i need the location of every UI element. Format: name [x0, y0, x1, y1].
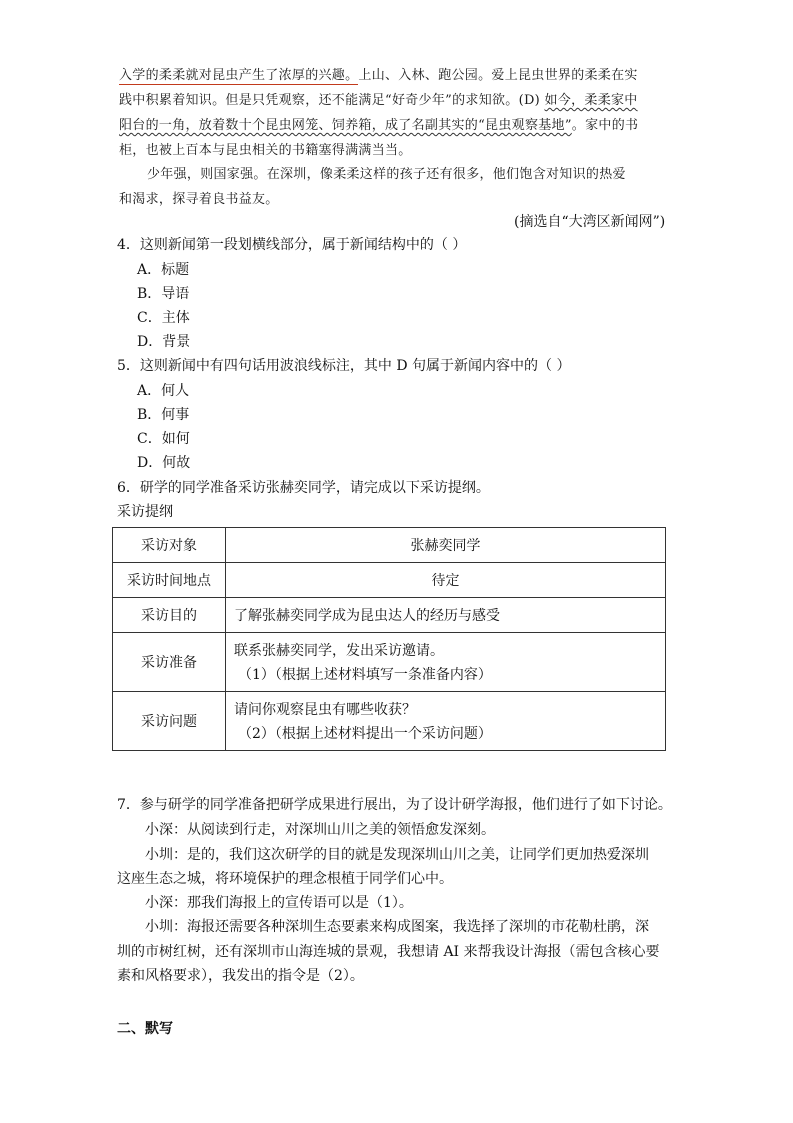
article-source: (摘选自“大湾区新闻网”) — [514, 214, 666, 230]
article-line-2: 践中积累着知识。但是只凭观察，还不能满足“好奇少年”的求知欲。(D) 如今，柔柔家中 — [119, 93, 638, 108]
row-key: 采访准备 — [113, 633, 226, 692]
dialogue-line: 素和风格要求），我发出的指令是（2）。 — [117, 968, 364, 984]
table-row — [113, 528, 666, 563]
table-row — [113, 633, 666, 692]
article-p2-line-1: 少年强，则国家强。在深圳，像柔柔这样的孩子还有很多，他们饱含对知识的热爱 — [147, 167, 626, 182]
q4-stem: 4．这则新闻第一段划横线部分，属于新闻结构中的（ ） — [117, 237, 467, 253]
row-value: 张赫奕同学 — [226, 528, 666, 563]
row-key: 采访目的 — [113, 598, 226, 633]
underlined-sentence: 入学的柔柔就对昆虫产生了浓厚的兴趣。 — [119, 68, 359, 83]
row-value: 联系张赫奕同学，发出采访邀请。 — [234, 643, 444, 659]
dialogue-line: 小深：从阅读到行走，对深圳山川之美的领悟愈发深刻。 — [145, 822, 495, 838]
q4-option-c[interactable]: C．主体 — [137, 310, 190, 326]
table-row — [113, 563, 666, 598]
q5-option-c[interactable]: C．如何 — [137, 431, 190, 447]
dialogue-line: 小深：那我们海报上的宣传语可以是（1）。 — [145, 895, 413, 911]
q7-stem: 7．参与研学的同学准备把研学成果进行展出，为了设计研学海报，他们进行了如下讨论。 — [117, 797, 672, 813]
dialogue-line: 小圳：海报还需要各种深圳生态要素来构成图案，我选择了深圳的市花勒杜鹃，深 — [145, 919, 649, 935]
interview-outline-table — [112, 527, 666, 751]
q5-option-d[interactable]: D．何故 — [137, 455, 191, 471]
table-row — [113, 598, 666, 633]
row-value: 请问你观察昆虫有哪些收获？ — [234, 702, 416, 718]
q6-stem: 6．研学的同学准备采访张赫奕同学，请完成以下采访提纲。 — [117, 480, 490, 496]
section-title: 二、默写 — [117, 1021, 173, 1037]
row-value: 了解张赫奕同学成为昆虫达人的经历与感受 — [226, 598, 666, 633]
row-key: 采访问题 — [113, 692, 226, 751]
answer-blank-1[interactable]: （1）（根据上述材料填写一条准备内容） — [238, 667, 492, 683]
dialogue-line: 圳的市树红树，还有深圳市山海连城的景观，我想请 AI 来帮我设计海报（需包含核心要 — [117, 944, 660, 960]
q4-option-a[interactable]: A．标题 — [137, 262, 190, 278]
row-key: 采访时间地点 — [113, 563, 226, 598]
answer-blank-2[interactable]: （2）（根据上述材料提出一个采访问题） — [238, 726, 492, 742]
q4-option-b[interactable]: B．导语 — [137, 286, 190, 302]
article-line-3: 阳台的一角，放着数十个昆虫网笼、饲养箱，成了名副其实的“昆虫观察基地”。家中的书 — [119, 118, 639, 133]
row-value: 待定 — [226, 563, 666, 598]
q5-option-a[interactable]: A．何人 — [137, 383, 190, 399]
table-title: 采访提纲 — [117, 504, 173, 520]
q4-option-d[interactable]: D．背景 — [137, 334, 191, 350]
dialogue-line: 小圳：是的，我们这次研学的目的就是发现深圳山川之美，让同学们更加热爱深圳 — [145, 847, 649, 863]
dialogue-line: 这座生态之城，将环境保护的理念根植于同学们心中。 — [117, 871, 453, 887]
row-value-cell — [226, 633, 666, 692]
wavy-sentence-d: 如今，柔柔家中 — [544, 93, 638, 108]
article-line-1: 入学的柔柔就对昆虫产生了浓厚的兴趣。上山、入林、跑公园。爱上昆虫世界的柔柔在实 — [119, 68, 638, 83]
wavy-sentence-d-cont: 阳台的一角，放着数十个昆虫网笼、饲养箱，成了名副其实的“昆虫观察基地” — [119, 118, 572, 133]
q5-stem: 5．这则新闻中有四句话用波浪线标注，其中 D 句属于新闻内容中的（ ） — [117, 358, 571, 374]
row-value-cell — [226, 692, 666, 751]
article-p2-line-2: 和渴求，探寻着良书益友。 — [119, 192, 279, 207]
row-key: 采访对象 — [113, 528, 226, 563]
table-row — [113, 692, 666, 751]
q5-option-b[interactable]: B．何事 — [137, 407, 190, 423]
article-line-4: 柜，也被上百本与昆虫相关的书籍塞得满满当当。 — [119, 143, 412, 158]
